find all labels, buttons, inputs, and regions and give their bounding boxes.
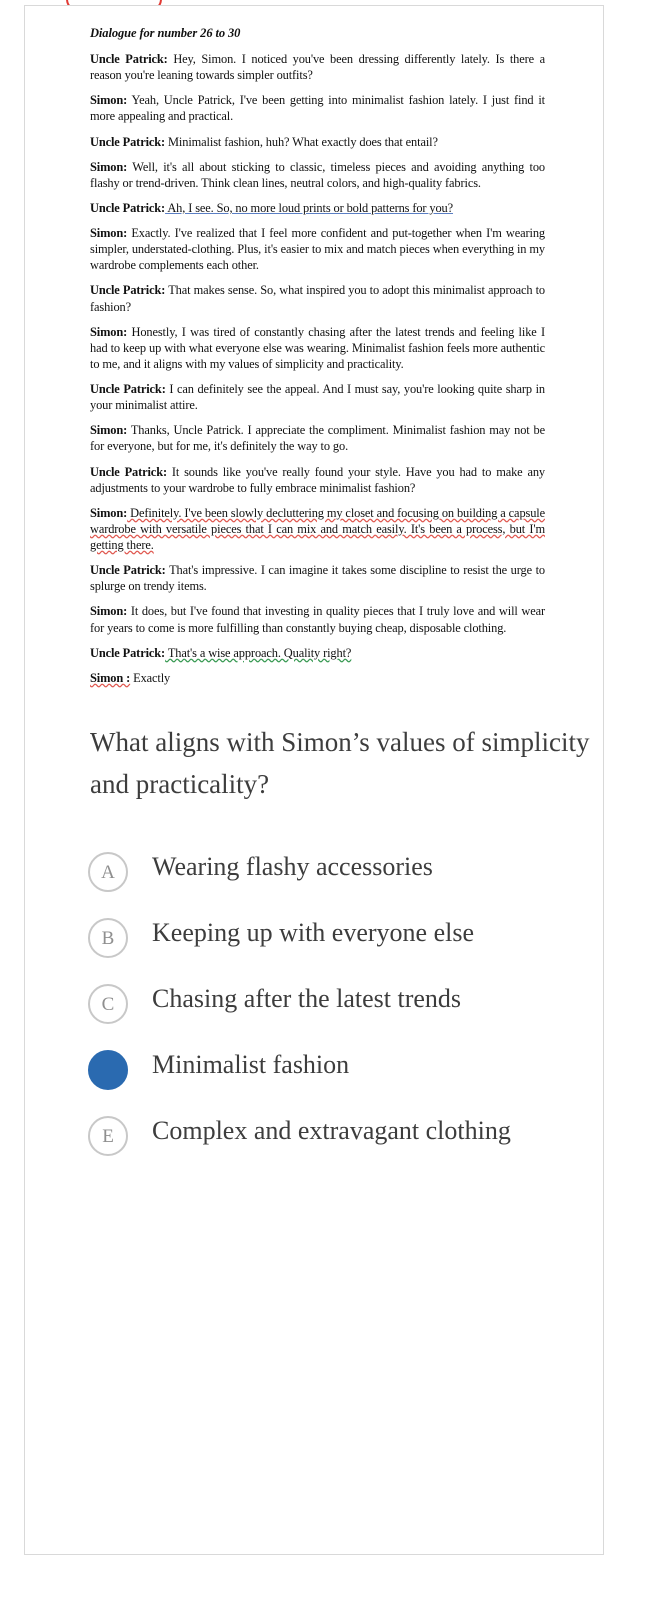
dialogue-line — [90, 200, 545, 216]
dialogue-line — [90, 225, 545, 273]
speaker-name: Uncle Patrick: — [90, 134, 166, 149]
speaker-name: Simon: — [90, 604, 128, 619]
dialogue-line — [90, 464, 545, 496]
line-text: Honestly, I was tired of constantly chasing after the latest trends and feeling like I had to keep up with what everyone else was wearing. Minimalist fashion feels more authentic to me, and it aligns with my values of simplicity and practicality. — [90, 324, 545, 371]
option-label-c: Chasing after the latest trends — [152, 983, 462, 1013]
speaker-name: Simon : — [90, 670, 131, 685]
dialogue-line — [90, 381, 545, 413]
content-area — [66, 16, 606, 1178]
speaker-name: Simon: — [90, 324, 128, 339]
speaker-name: Uncle Patrick: — [90, 464, 167, 479]
speaker-name: Simon: — [90, 159, 128, 174]
option-bubble-d[interactable] — [88, 1050, 128, 1090]
line-text: Thanks, Uncle Patrick. I appreciate the compliment. Minimalist fashion may not be for everyone, but for me, it's definitely the way to go. — [90, 423, 545, 454]
option-label-e: Complex and extravagant clothing — [152, 1115, 511, 1145]
dialogue-line — [90, 51, 545, 83]
option-b[interactable] — [88, 914, 600, 958]
option-bubble-e[interactable]: E — [88, 1116, 128, 1156]
answer-options — [88, 848, 600, 1156]
option-e[interactable] — [88, 1112, 600, 1156]
option-label-b: Keeping up with everyone else — [152, 917, 475, 947]
option-bubble-b[interactable]: B — [88, 918, 128, 958]
line-text: Exactly. I've realized that I feel more confident and put-together when I'm wearing simpler, understated-clothing. Plus, it's easier to mix and match pieces when everything in my wardrobe complements each other. — [90, 226, 545, 273]
speaker-name: Uncle Patrick: — [90, 283, 166, 298]
line-text: It does, but I've found that investing in quality pieces that I truly love and will wear for years to come is more fulfilling than constantly buying cheap, disposable clothing. — [90, 604, 545, 635]
line-text: Well, it's all about sticking to classic, timeless pieces and avoiding anything too flashy or trend-driven. Think clean lines, neutral colors, and high-quality fabrics. — [90, 159, 545, 190]
option-d[interactable] — [88, 1046, 600, 1090]
dialogue-line — [90, 603, 545, 635]
line-text: It sounds like you've really found your style. Have you had to make any adjustments to your wardrobe to fully embrace minimalist fashion? — [90, 464, 545, 495]
speaker-name: Uncle Patrick: — [90, 563, 166, 578]
speaker-name: Uncle Patrick: — [90, 200, 166, 215]
speaker-name: Simon: — [90, 226, 128, 240]
option-label-d: Minimalist fashion — [152, 1049, 350, 1079]
line-text: Yeah, Uncle Patrick, I've been getting into minimalist fashion lately. I just find it more appealing and practical. — [90, 93, 545, 124]
line-text: That's a wise approach. Quality right? — [165, 645, 352, 660]
dialogue-line — [90, 324, 545, 372]
speaker-name: Simon: — [90, 423, 128, 438]
question-text: What aligns with Simon’s values of simplicity and practicality? — [90, 726, 590, 799]
line-text: Ah, I see. So, no more loud prints or bold patterns for you? — [165, 200, 454, 215]
option-bubble-a[interactable]: A — [88, 852, 128, 892]
option-c[interactable] — [88, 980, 600, 1024]
dialogue-line — [90, 159, 545, 191]
dialogue-heading: Dialogue for number 26 to 30 — [90, 26, 241, 40]
option-bubble-c[interactable]: C — [88, 984, 128, 1024]
line-text: I can definitely see the appeal. And I must say, you're looking quite sharp in your minimalist attire. — [90, 382, 545, 413]
line-text: That makes sense. So, what inspired you to adopt this minimalist approach to fashion? — [90, 283, 545, 314]
dialogue-line — [90, 92, 545, 124]
content-frame — [24, 5, 604, 1555]
dialogue-line — [90, 670, 545, 686]
speaker-name: Uncle Patrick: — [90, 382, 166, 396]
speaker-name: Uncle Patrick: — [90, 645, 166, 660]
speaker-name: Simon: — [90, 505, 128, 520]
line-text: That's impressive. I can imagine it takes some discipline to resist the urge to splurge on trendy items. — [90, 563, 545, 594]
dialogue-line — [90, 282, 545, 314]
dialogue-line — [90, 645, 545, 661]
dialogue-line — [90, 422, 545, 454]
dialogue-line — [90, 505, 545, 553]
option-a[interactable] — [88, 848, 600, 892]
line-text: Definitely. I've been slowly decluttering my closet and focusing on building a capsule wardrobe with versatile pieces that I can mix and match easily. It's been a process, but I'm getting there. — [90, 505, 545, 552]
line-text: Minimalist fashion, huh? What exactly does that entail? — [165, 134, 438, 149]
line-text: Exactly — [130, 670, 171, 685]
line-text: Hey, Simon. I noticed you've been dressing differently lately. Is there a reason you're leaning towards simpler outfits? — [90, 52, 545, 83]
option-label-a: Wearing flashy accessories — [152, 851, 433, 881]
dialogue-line — [90, 562, 545, 594]
speaker-name: Uncle Patrick: — [90, 52, 168, 66]
speaker-name: Simon: — [90, 93, 128, 108]
dialogue-line — [90, 134, 545, 150]
